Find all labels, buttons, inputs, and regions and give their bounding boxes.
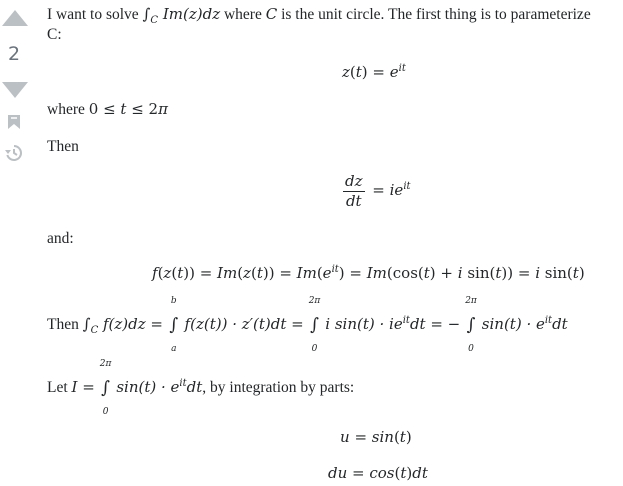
intro-prefix: I want to solve [47,6,139,23]
parametrization-equation: $z(t) = e^{it}$ [342,63,406,81]
symbol-c: C [265,5,278,23]
integral-expression: $\int_C$ Im(z)dz [142,5,221,26]
intro-suffix: is the unit circle. The first thing is to parameterize [281,6,591,23]
upvote-arrow-icon[interactable] [2,10,28,26]
intro-mid: where [223,6,262,23]
intro-line-2-text: C: [47,26,62,43]
range-expression: 0 ≤ t ≤ 2π [88,100,168,118]
let-expression: I = 2π ∫ 0 $\sin(t) \cdot e^{it}dt$ [71,359,203,417]
where-label: where [47,101,85,118]
intro-line [47,5,591,26]
integral-chain: $\int_C$ f(z)dz = b ∫ a f(z(t)) · z′(t)dt = 2π ∫ 0 i $\sin(t) \cdot ie^{it}dt$ = − 2π ∫ 0 $\sin(t) \cdot e^{it}dt$ [82,296,568,354]
by-parts-text: , by integration by parts: [202,379,355,396]
then-label-2: Then [47,316,79,333]
history-icon[interactable] [5,144,23,162]
imaginary-part-equation: $f(z(t)) = Im(z(t)) = Im(e^{it}) = Im(\cos(t) + i$ sin(t)) = i sin(t) [152,264,585,282]
and-label: and: [47,230,74,247]
where-line [47,100,168,119]
u-equation: u = sin(t) [340,428,412,446]
vote-column [0,0,36,486]
then-label-1: Then [47,138,79,155]
downvote-arrow-icon[interactable] [2,82,28,98]
let-line [47,359,355,417]
bookmark-icon[interactable] [7,114,21,130]
vote-count: 2 [7,43,21,65]
derivative-equation: $\frac{dz}{dt}$ = $ie^{it}$ [345,172,411,210]
integral-chain-line [47,296,568,354]
let-label: Let [47,379,68,396]
intro-line-2 [47,26,62,44]
du-equation: du = cos(t)dt [328,464,428,482]
